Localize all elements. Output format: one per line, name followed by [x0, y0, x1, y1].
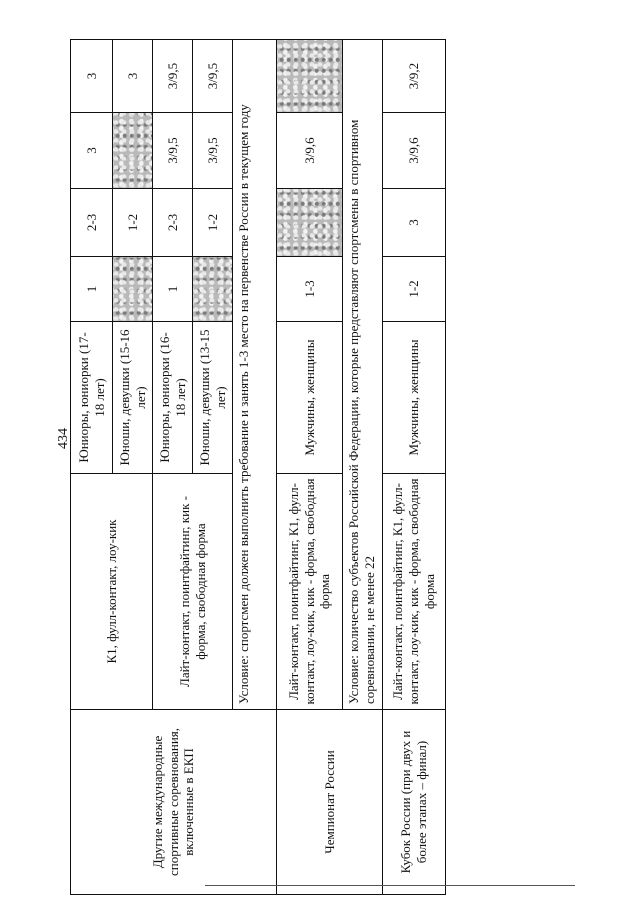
- value-cell: 3/9,5: [193, 113, 233, 189]
- value-cell: 3/9,5: [153, 113, 193, 189]
- condition-cell: Условие: количество субъектов Российской Федерации, которые представляют спортсмены в спортивном соревновании, не менее 22: [343, 40, 383, 710]
- competition-cell: Другие международные спортивные соревнования, включенные в ЕКП: [71, 710, 277, 895]
- value-cell: 1: [71, 257, 113, 322]
- age-cell: Юноши, девушки (15-16 лет): [113, 322, 153, 474]
- shaded-cell: [277, 40, 343, 113]
- value-cell: 3/9,6: [277, 113, 343, 189]
- value-cell: 3: [71, 113, 113, 189]
- value-cell: 3/9,6: [383, 113, 446, 189]
- value-cell: 1: [153, 257, 193, 322]
- discipline-cell: Лайт-контакт, поинтфайтинг, кик - форма, свободная форма: [153, 474, 233, 710]
- value-cell: 3: [113, 40, 153, 113]
- age-cell: Мужчины, женщины: [383, 322, 446, 474]
- ranking-table: [70, 39, 446, 895]
- condition-cell: Условие: спортсмен должен выполнить требование и занять 1-3 место на первенстве России в текущем году: [233, 40, 277, 710]
- competition-cell: Чемпионат России: [277, 710, 383, 895]
- discipline-cell: Лайт-контакт, поинтфайтинг, К1, фулл-контакт, лоу-кик, кик - форма, свободная форма: [383, 474, 446, 710]
- competition-cell: Кубок России (при двух и более этапах – финал): [383, 710, 446, 895]
- shaded-cell: [277, 189, 343, 257]
- value-cell: 2-3: [71, 189, 113, 257]
- value-cell: 1-3: [277, 257, 343, 322]
- discipline-cell: К1, фулл-контакт, лоу-кик: [71, 474, 153, 710]
- value-cell: 3/9,5: [193, 40, 233, 113]
- shaded-cell: [193, 257, 233, 322]
- table-row: [383, 40, 446, 895]
- age-cell: Юноши, девушки (13-15 лет): [193, 322, 233, 474]
- value-cell: 1-2: [193, 189, 233, 257]
- shaded-cell: [113, 113, 153, 189]
- page-number: 434: [56, 428, 71, 449]
- value-cell: 1-2: [383, 257, 446, 322]
- discipline-cell: Лайт-контакт, поинтфайтинг, К1, фулл-контакт, лоу-кик, кик - форма, свободная форма: [277, 474, 343, 710]
- value-cell: 3: [71, 40, 113, 113]
- shaded-cell: [113, 257, 153, 322]
- table-row: [277, 40, 343, 895]
- page-bottom-rule: [205, 885, 575, 886]
- value-cell: 3/9,2: [383, 40, 446, 113]
- age-cell: Юниоры, юниорки (16-18 лет): [153, 322, 193, 474]
- value-cell: 3/9,5: [153, 40, 193, 113]
- value-cell: 2-3: [153, 189, 193, 257]
- rotated-table-wrapper: [70, 40, 445, 895]
- table-row: [71, 40, 113, 895]
- age-cell: Мужчины, женщины: [277, 322, 343, 474]
- value-cell: 3: [383, 189, 446, 257]
- value-cell: 1-2: [113, 189, 153, 257]
- age-cell: Юниоры, юниорки (17-18 лет): [71, 322, 113, 474]
